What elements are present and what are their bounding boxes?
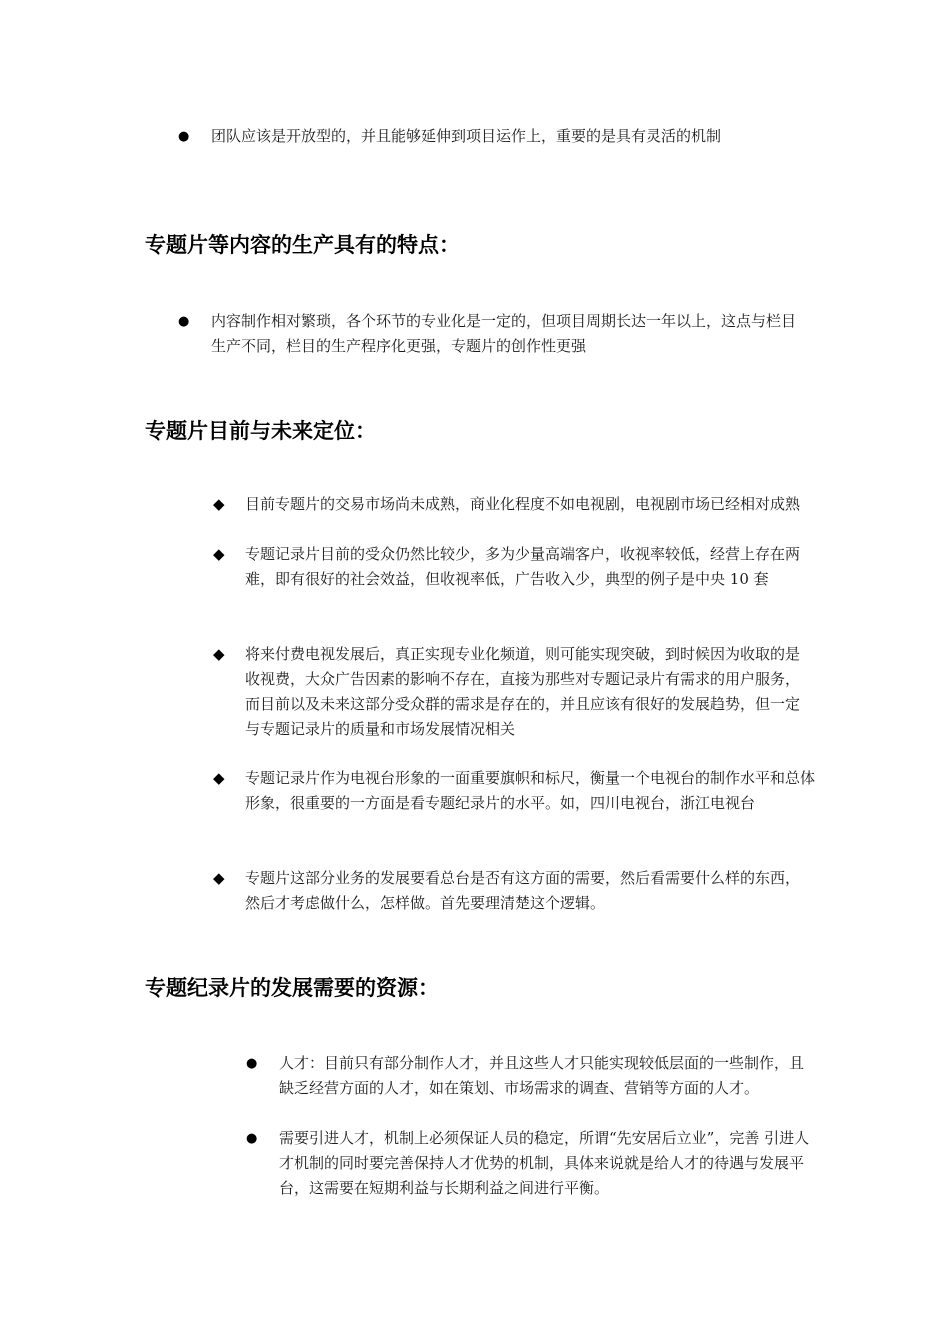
list-item-text: 专题记录片目前的受众仍然比较少，多为少量高端客户，收视率较低，经营上存在两难，即有很好的社会效益，但收视率低，广告收入少，典型的例子是中央 10 套 [245, 545, 801, 588]
list-item-text: 目前专题片的交易市场尚未成熟，商业化程度不如电视剧，电视剧市场已经相对成熟 [245, 495, 801, 513]
bullet-dot-icon: ● [178, 314, 190, 329]
list-item [246, 1126, 812, 1201]
list-item-text: 需要引进人才，机制上必须保证人员的稳定，所谓“先安居后立业”，完善 引进人才机制的同时要完善保持人才优势的机制，具体来说就是给人才的待遇与发展平台，这需要在短期利益与长期利益之间进行平衡。 [279, 1129, 810, 1197]
list-item-text: 团队应该是开放型的，并且能够延伸到项目运作上，重要的是具有灵活的机制 [211, 127, 722, 145]
list-item-text: 专题记录片作为电视台形象的一面重要旗帜和标尺，衡量一个电视台的制作水平和总体形象，很重要的一方面是看专题纪录片的水平。如，四川电视台，浙江电视台 [245, 769, 816, 812]
list-item [178, 309, 808, 359]
bullet-diamond-icon: ◆ [213, 495, 225, 513]
section-heading-positioning: 专题片目前与未来定位： [145, 419, 376, 443]
list-item [213, 492, 811, 517]
bullet-diamond-icon: ◆ [213, 769, 225, 787]
list-item [213, 866, 811, 916]
list-item [213, 542, 811, 592]
list-item [246, 1051, 812, 1101]
section-heading-production-features: 专题片等内容的生产具有的特点： [145, 233, 460, 257]
bullet-dot-icon: ● [178, 129, 190, 144]
bullet-dot-icon: ● [246, 1131, 258, 1146]
bullet-diamond-icon: ◆ [213, 645, 225, 663]
list-item [213, 642, 811, 742]
list-item-text: 专题片这部分业务的发展要看总台是否有这方面的需要，然后看需要什么样的东西，然后才考虑做什么，怎样做。首先要理清楚这个逻辑。 [245, 869, 801, 912]
list-item-text: 人才：目前只有部分制作人才，并且这些人才只能实现较低层面的一些制作，且缺乏经营方面的人才，如在策划、市场需求的调查、营销等方面的人才。 [279, 1054, 805, 1097]
list-item-text: 内容制作相对繁琐，各个环节的专业化是一定的，但项目周期长达一年以上，这点与栏目生产不同，栏目的生产程序化更强，专题片的创作性更强 [211, 312, 797, 355]
list-item [213, 766, 821, 816]
list-item [178, 124, 798, 149]
section-heading-resources: 专题纪录片的发展需要的资源： [145, 976, 439, 1000]
list-item-text: 将来付费电视发展后，真正实现专业化频道，则可能实现突破，到时候因为收取的是收视费，大众广告因素的影响不存在，直接为那些对专题记录片有需求的用户服务，而目前以及未来这部分受众群的需求是存在的，并且应该有很好的发展趋势，但一定与专题记录片的质量和市场发展情况相关 [245, 645, 801, 738]
bullet-diamond-icon: ◆ [213, 869, 225, 887]
bullet-diamond-icon: ◆ [213, 545, 225, 563]
bullet-dot-icon: ● [246, 1056, 258, 1071]
